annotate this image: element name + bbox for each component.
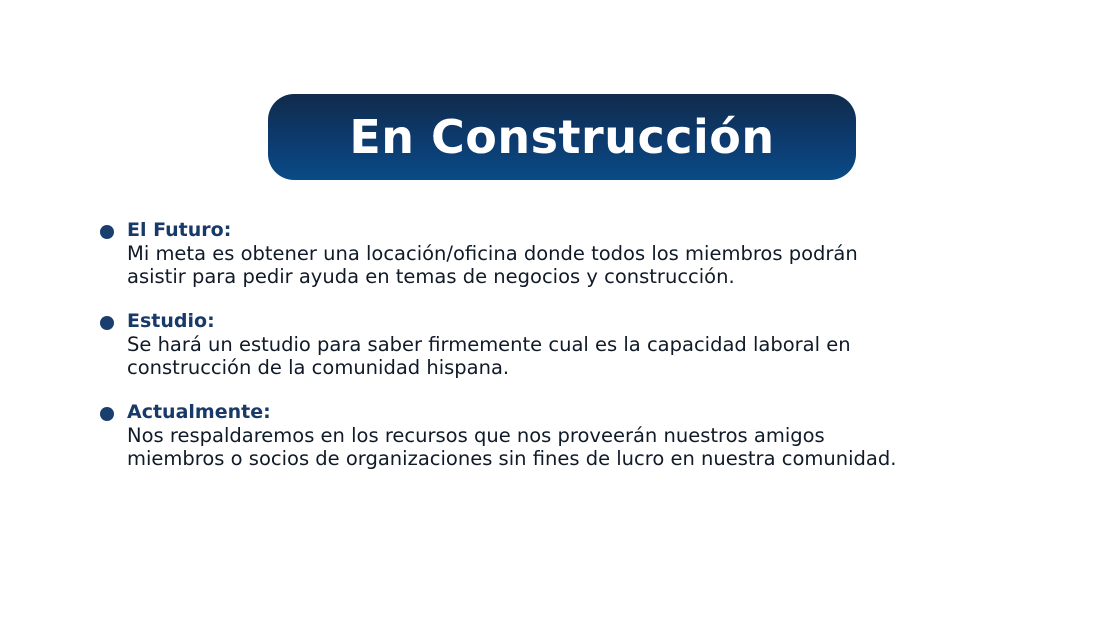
list-item-el-futuro xyxy=(100,218,1060,288)
item-text: Nos respaldaremos en los recursos que nos proveerán nuestros amigos miembros o socios de organizaciones sin fines de lucro en nuestra comunidad. xyxy=(127,424,897,470)
item-text: Se hará un estudio para saber firmemente cual es la capacidad laboral en construcción de la comunidad hispana. xyxy=(127,333,851,379)
bullet-list xyxy=(100,218,1060,491)
item-text: Mi meta es obtener una locación/oficina donde todos los miembros podrán asistir para pedir ayuda en temas de negocios y construcción. xyxy=(127,242,858,288)
item-heading: Estudio: xyxy=(127,310,215,332)
bullet-dot-icon xyxy=(100,407,114,421)
list-item-estudio xyxy=(100,309,1060,379)
page-title: En Construcción xyxy=(349,110,775,164)
bullet-dot-icon xyxy=(100,225,114,239)
item-heading: El Futuro: xyxy=(127,219,232,241)
title-banner xyxy=(268,94,856,180)
item-heading: Actualmente: xyxy=(127,401,271,423)
bullet-dot-icon xyxy=(100,316,114,330)
list-item-actualmente xyxy=(100,400,1060,470)
